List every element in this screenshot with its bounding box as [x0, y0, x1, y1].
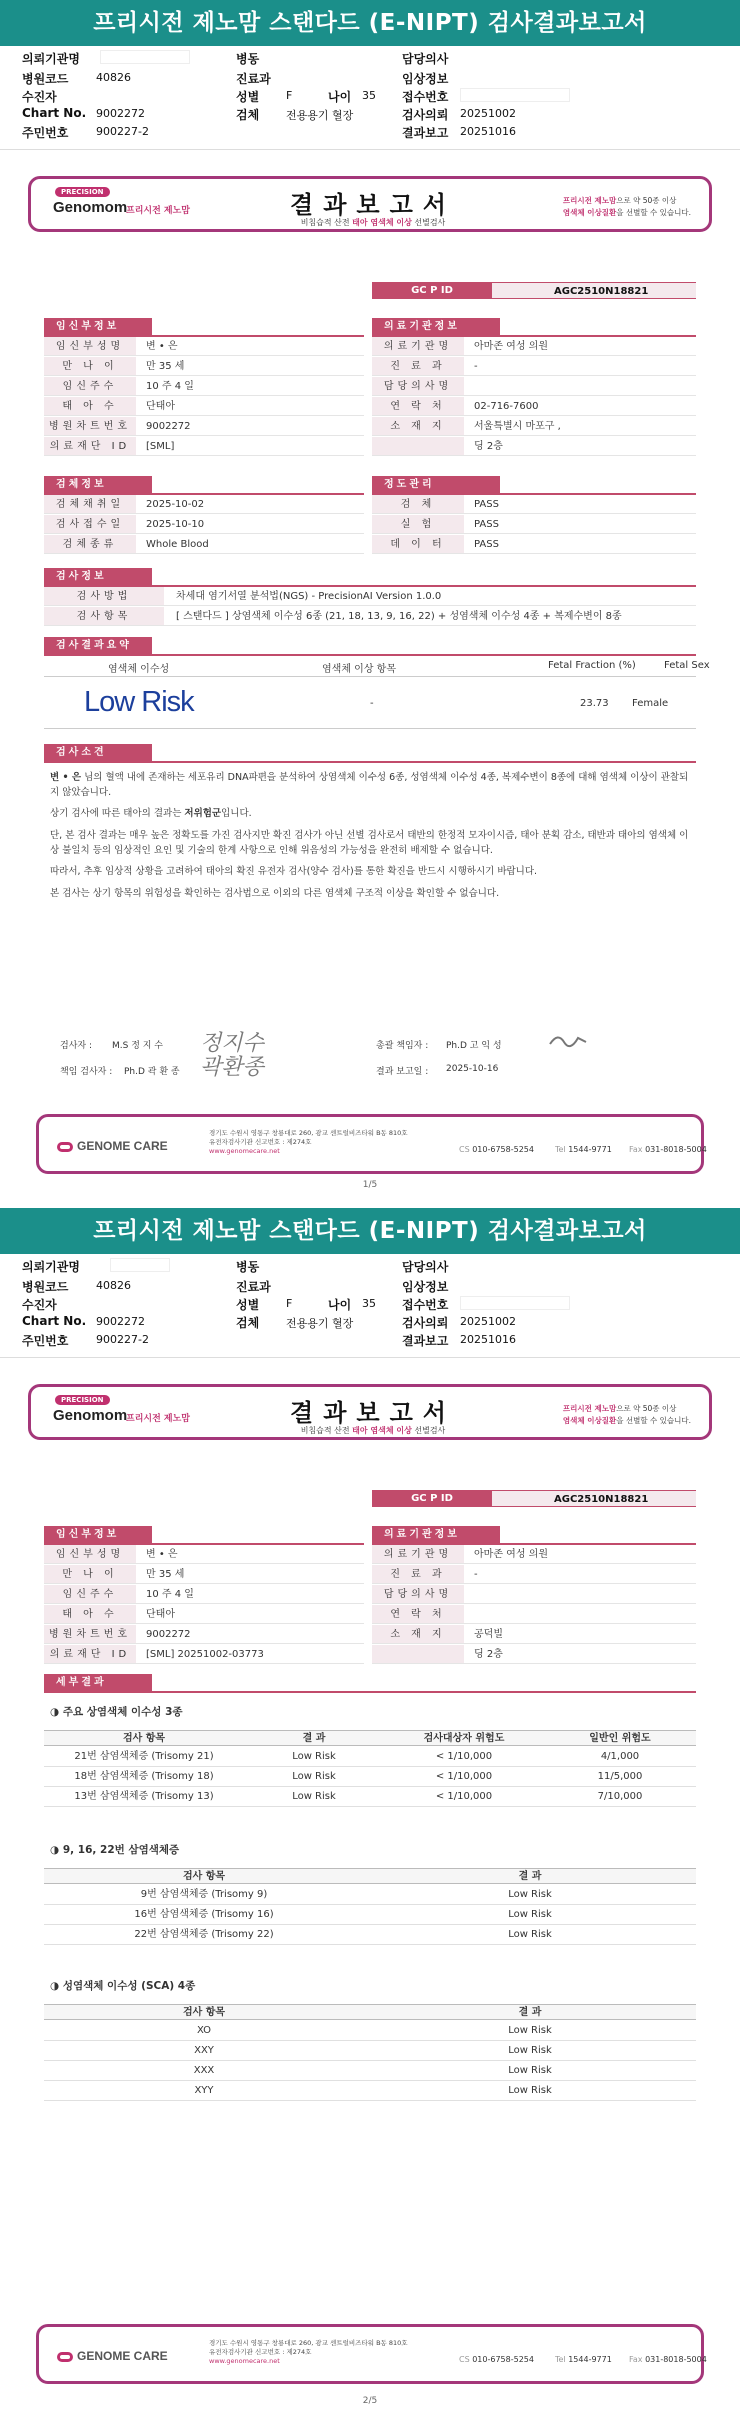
genomom-logo: Genomom: [53, 1407, 128, 1424]
meta-chart-value: 9002272: [96, 107, 145, 120]
section-divider: [44, 654, 696, 656]
summary-abnormal-item-value: -: [370, 698, 374, 709]
table1-header-subject-risk: 검사대상자 위험도: [423, 1733, 505, 1744]
table-cell: Low Risk: [508, 2065, 552, 2076]
gcp-id-label: GC P ID: [372, 1490, 492, 1507]
info-row-label: 임신주수: [44, 377, 136, 395]
table-cell: Low Risk: [508, 2085, 552, 2096]
info-row-label: 진 료 과: [372, 1565, 464, 1583]
info-row: [372, 535, 696, 554]
table-cell: 22번 삼염색체증 (Trisomy 22): [134, 1929, 274, 1940]
info-row-label: 의료기관명: [372, 1545, 464, 1563]
footer-address: 경기도 수원시 영통구 창룡대로 260, 광교 센트럴비즈타워 B동 810호 유전자검사기관 신고번호 : 제274호 www.genomecare.net: [209, 2339, 408, 2365]
table-cell: XXX: [193, 2065, 215, 2076]
info-row-value: 아마존 여성 의원: [474, 341, 548, 352]
meta-order-label: 주민번호: [22, 1334, 69, 1348]
report-title-banner: 프리시전 제노맘 스탠다드 (E-NIPT) 검사결과보고서: [0, 0, 740, 46]
meta-age-label: 나이: [328, 1298, 352, 1312]
info-row: [44, 1645, 364, 1664]
meta-patient-label: 수진자: [22, 90, 57, 104]
report-header-card: [28, 176, 712, 232]
meta-rep-value: 20251016: [460, 125, 516, 138]
info-row-value: 아마존 여성 의원: [474, 1549, 548, 1560]
info-row-label: 담당의사명: [372, 377, 464, 395]
table-cell: 7/10,000: [597, 1791, 643, 1802]
opinion-paragraph-1: 변 • 은 님의 혈액 내에 존재하는 세포유리 DNA파편을 분석하여 상염색체 이수성 6종, 성염색체 이수성 4종, 복제수변이 8종에 대해 염색체 이상이 관찰되지 않았습니다.: [50, 772, 689, 798]
patient-meta-block: [0, 1254, 740, 1358]
info-row: [372, 357, 696, 376]
table-cell: XYY: [194, 2085, 214, 2096]
table-row: [44, 2081, 696, 2101]
section-divider: [44, 761, 696, 763]
gcp-id-label: GC P ID: [372, 282, 492, 299]
table-cell: < 1/10,000: [435, 1751, 493, 1762]
info-row-label: 검사방법: [44, 587, 164, 605]
section-specimen-info: 검체정보: [44, 476, 152, 493]
meta-code-label: 병원코드: [22, 1280, 69, 1294]
table-cell: Low Risk: [508, 2025, 552, 2036]
info-row-label: 연 락 처: [372, 1605, 464, 1623]
table-row: [44, 1905, 696, 1925]
info-row-label: 임신부성명: [44, 337, 136, 355]
info-row: [372, 495, 696, 514]
info-row-value: PASS: [474, 539, 499, 550]
info-row: [372, 377, 696, 396]
meta-patient-label: 수진자: [22, 1298, 57, 1312]
responsible-name: Ph.D 곽 환 종: [124, 1067, 180, 1077]
info-row: [44, 535, 364, 554]
document-title: 결과보고서: [290, 191, 456, 219]
meta-order-value: 900227-2: [96, 1333, 149, 1346]
document-subtitle: 비침습적 산전 태아 염색체 이상 선별검사: [300, 218, 446, 227]
meta-specimen-label: 검체: [236, 108, 260, 122]
info-row-label: 진 료 과: [372, 357, 464, 375]
meta-chart-label: Chart No.: [22, 106, 87, 120]
table1-header-general-risk: 일반인 위험도: [589, 1733, 651, 1744]
summary-bottom-divider: [44, 728, 696, 729]
table-cell: Low Risk: [508, 2045, 552, 2056]
meta-ward-label: 병동: [236, 1260, 260, 1274]
table-cell: 13번 삼염색체증 (Trisomy 13): [74, 1791, 214, 1802]
meta-sex-label: 성별: [236, 1298, 260, 1312]
genomom-logo: Genomom: [53, 199, 128, 216]
meta-dept-label: 진료과: [236, 1280, 271, 1294]
genome-care-icon: [57, 1142, 73, 1152]
section-test-info: 검사정보: [44, 568, 152, 585]
precision-pill-logo: PRECISION: [55, 1395, 110, 1405]
info-row-label: 태 아 수: [44, 1605, 136, 1623]
table-cell: 9번 삼염색체증 (Trisomy 9): [140, 1889, 268, 1900]
footer-cs: CS 010-6758-5254: [459, 2355, 534, 2364]
table-cell: 21번 삼염색체증 (Trisomy 21): [74, 1751, 214, 1762]
info-row-value: PASS: [474, 499, 499, 510]
table-row: [44, 2041, 696, 2061]
meta-code-value: 40826: [96, 1279, 131, 1292]
info-row: [44, 1565, 364, 1584]
meta-req-label: 검사의뢰: [402, 1316, 449, 1330]
info-row-value: 변 • 은: [146, 1549, 178, 1560]
report-date-value: 2025-10-16: [446, 1064, 499, 1074]
table-cell: Low Risk: [508, 1889, 552, 1900]
meta-clinical-label: 임상정보: [402, 1280, 449, 1294]
table1-title: ◑ 주요 상염색체 이수성 3종: [50, 1706, 183, 1718]
summary-low-risk-result: Low Risk: [84, 686, 194, 718]
redaction-box: [460, 1296, 570, 1310]
table3-header-result: 결 과: [518, 2007, 542, 2018]
patient-meta-block: [0, 46, 740, 150]
info-row: [372, 397, 696, 416]
info-row-label: 검 체: [372, 495, 464, 513]
info-row-value: PASS: [474, 519, 499, 530]
meta-code-label: 병원코드: [22, 72, 69, 86]
meta-rep-label: 결과보고: [402, 1334, 449, 1348]
info-row-label: 의료기관명: [372, 337, 464, 355]
meta-dept-label: 진료과: [236, 72, 271, 86]
info-row-label: 연 락 처: [372, 397, 464, 415]
info-row-label: 검사항목: [44, 607, 164, 625]
meta-ward-label: 병동: [236, 52, 260, 66]
table2-header-result: 결 과: [518, 1871, 542, 1882]
half-circle-icon: ◑: [50, 1980, 63, 1992]
table-cell: Low Risk: [292, 1771, 336, 1782]
table-cell: 16번 삼염색체증 (Trisomy 16): [134, 1909, 274, 1920]
opinion-paragraph-5: 본 검사는 상기 항목의 위험성을 확인하는 검사법으로 이외의 다른 염색체 구조적 이상을 확인할 수 없습니다.: [50, 888, 500, 899]
tester-name: M.S 정 지 수: [112, 1041, 164, 1051]
info-row-label: 검사접수일: [44, 515, 136, 533]
info-row: [372, 1645, 696, 1664]
redaction-box: [100, 50, 190, 64]
meta-order-label: 주민번호: [22, 126, 69, 140]
table-cell: 4/1,000: [600, 1751, 640, 1762]
info-row-value: -: [474, 361, 478, 372]
meta-hospital-label: 의뢰기관명: [22, 52, 80, 66]
meta-rep-label: 결과보고: [402, 126, 449, 140]
section-subject-info: 임신부정보: [44, 318, 152, 335]
report-date-label: 결과 보고일 :: [376, 1067, 429, 1077]
table1-header-item: 검사 항목: [122, 1733, 166, 1744]
meta-rep-value: 20251016: [460, 1333, 516, 1346]
info-row-value: 2025-10-10: [146, 519, 205, 530]
half-circle-icon: ◑: [50, 1844, 63, 1856]
info-row-value: [SML] 20251002-03773: [146, 1649, 264, 1660]
summary-header-fetal-sex: Fetal Sex: [664, 660, 710, 671]
info-row: [44, 1545, 364, 1564]
info-row: [44, 607, 696, 626]
info-row-label: 검체채취일: [44, 495, 136, 513]
meta-hospital-label: 의뢰기관명: [22, 1260, 80, 1274]
meta-code-value: 40826: [96, 71, 131, 84]
redaction-box: [110, 1258, 170, 1272]
card-right-note: 프리시전 제노맘으로 약 50종 이상 염색체 이상질환을 선별할 수 있습니다.: [562, 196, 691, 217]
info-row-label: 담당의사명: [372, 1585, 464, 1603]
document-title: 결과보고서: [290, 1399, 456, 1427]
info-row: [44, 515, 364, 534]
summary-header-fetal-fraction: Fetal Fraction (%): [548, 660, 636, 671]
info-row-value: 단태아: [146, 1609, 175, 1620]
footer-tel: Tel 1544-9771: [555, 1145, 612, 1154]
genome-care-logo: GENOME CARE: [57, 2349, 168, 2363]
info-row-value: -: [474, 1569, 478, 1580]
info-row-value: 딩 2층: [474, 1649, 503, 1660]
page-number: 2/5: [362, 2396, 378, 2406]
table-row: [44, 1885, 696, 1905]
meta-sex-value: F: [286, 89, 293, 102]
table2-header: [44, 1868, 696, 1884]
info-row: [44, 397, 364, 416]
info-row-label: [372, 1645, 464, 1663]
table3-header-item: 검사 항목: [182, 2007, 226, 2018]
meta-req-value: 20251002: [460, 107, 516, 120]
info-row-value: 변 • 은: [146, 341, 178, 352]
redaction-box: [506, 1562, 556, 1632]
info-row-label: 데 이 터: [372, 535, 464, 553]
meta-order-value: 900227-2: [96, 125, 149, 138]
meta-sex-label: 성별: [236, 90, 260, 104]
table-cell: < 1/10,000: [435, 1791, 493, 1802]
manager-name: Ph.D 고 익 성: [446, 1041, 502, 1051]
info-row-label: 만 나 이: [44, 1565, 136, 1583]
info-row-value: 서울특별시 마포구 ,: [474, 421, 561, 432]
table-cell: 18번 삼염색체증 (Trisomy 18): [74, 1771, 214, 1782]
info-row: [44, 357, 364, 376]
info-row-value: 차세대 염기서열 분석법(NGS) - PrecisionAI Version 1.0.0: [176, 591, 442, 602]
info-row-label: 검체종류: [44, 535, 136, 553]
info-row-value: 공덕빌: [474, 1629, 503, 1640]
table2-header-item: 검사 항목: [182, 1871, 226, 1882]
info-row-label: [372, 437, 464, 455]
meta-doctor-label: 담당의사: [402, 52, 449, 66]
table-cell: XO: [196, 2025, 212, 2036]
table3-title: ◑ 성염색체 이수성 (SCA) 4종: [50, 1980, 196, 1992]
table1-header: [44, 1730, 696, 1746]
info-row: [372, 437, 696, 456]
footer-tel: Tel 1544-9771: [555, 2355, 612, 2364]
card-right-note: 프리시전 제노맘으로 약 50종 이상 염색체 이상질환을 선별할 수 있습니다.: [562, 1404, 691, 1425]
footer-address: 경기도 수원시 영통구 창룡대로 260, 광교 센트럴비즈타워 B동 810호 유전자검사기관 신고번호 : 제274호 www.genomecare.net: [209, 1129, 408, 1155]
info-row-value: [SML]: [146, 441, 175, 452]
table-cell: Low Risk: [292, 1791, 336, 1802]
section-agency-info: 의료기관정보: [372, 318, 500, 335]
info-row: [44, 587, 696, 606]
table-cell: Low Risk: [508, 1909, 552, 1920]
page-number: 1/5: [362, 1180, 378, 1190]
responsible-label: 책임 검사자 :: [60, 1067, 113, 1077]
report-title-banner: 프리시전 제노맘 스탠다드 (E-NIPT) 검사결과보고서: [0, 1208, 740, 1254]
summary-header-aneuploidy: 염색체 이수성: [108, 664, 170, 675]
manager-label: 총괄 책임자 :: [376, 1041, 429, 1051]
manager-signature: [548, 1030, 588, 1050]
info-row: [44, 1625, 364, 1644]
info-row: [44, 337, 364, 356]
genomom-logo-sub: 프리시전 제노맘: [126, 206, 190, 216]
table-row: [44, 1747, 696, 1767]
info-row-value: 단태아: [146, 401, 175, 412]
table-row: [44, 1925, 696, 1945]
info-row-label: 의료재단 ID: [44, 437, 136, 455]
table1-header-result: 결 과: [302, 1733, 326, 1744]
section-quality-control: 정도관리: [372, 476, 500, 493]
info-row-label: 임신부성명: [44, 1545, 136, 1563]
meta-age-label: 나이: [328, 90, 352, 104]
meta-specimen-value: 전용용기 혈장: [286, 1317, 354, 1330]
info-row-value: 02-716-7600: [474, 401, 539, 412]
table-cell: Low Risk: [292, 1751, 336, 1762]
tester-signature: 정지수: [200, 1031, 264, 1056]
info-row-value: [ 스탠다드 ] 상염색체 이수성 6종 (21, 18, 13, 9, 16, 22) + 성염색체 이수성 4종 + 복제수변이 8종: [176, 611, 622, 622]
meta-req-label: 검사의뢰: [402, 108, 449, 122]
report-header-card: [28, 1384, 712, 1440]
info-row-value: 9002272: [146, 1629, 191, 1640]
gcp-id-value: AGC2510N18821: [492, 282, 696, 299]
summary-fetal-sex-value: Female: [632, 698, 669, 709]
info-row-value: 만 35 세: [146, 361, 185, 372]
table-cell: Low Risk: [508, 1929, 552, 1940]
info-row: [44, 417, 364, 436]
info-row-label: 만 나 이: [44, 357, 136, 375]
meta-age-value: 35: [362, 1297, 376, 1310]
info-row-label: 임신주수: [44, 1585, 136, 1603]
genome-care-logo: GENOME CARE: [57, 1139, 168, 1153]
meta-clinical-label: 임상정보: [402, 72, 449, 86]
info-row-label: 소 재 지: [372, 417, 464, 435]
info-row-value: 딩 2층: [474, 441, 503, 452]
footer-fax: Fax 031-8018-5004: [629, 1145, 707, 1154]
genome-care-icon: [57, 2352, 73, 2362]
gcp-id-value: AGC2510N18821: [492, 1490, 696, 1507]
opinion-paragraph-3: 단, 본 검사 결과는 매우 높은 정확도를 가진 검사지만 확진 검사가 아닌 선별 검사로서 태반의 한정적 모자이시즘, 태아 분획 감소, 태반과 태아의 염색체 이상 불일치 등의 임상적인 요인 및 기술의 한계 사항으로 인해 위음성의 가능성을 완전히 배제할 수 없습니다.: [50, 830, 689, 856]
info-row-value: 2025-10-02: [146, 499, 205, 510]
info-row: [44, 437, 364, 456]
info-row-label: 태 아 수: [44, 397, 136, 415]
table-cell: < 1/10,000: [435, 1771, 493, 1782]
redaction-box: [460, 88, 570, 102]
info-row: [372, 515, 696, 534]
table-row: [44, 1787, 696, 1807]
footer-card: [36, 1114, 707, 1174]
summary-header-divider: [44, 676, 696, 677]
info-row: [44, 377, 364, 396]
summary-header-abnormal-item: 염색체 이상 항목: [322, 664, 396, 675]
meta-sex-value: F: [286, 1297, 293, 1310]
info-row-value: 만 35 세: [146, 1569, 185, 1580]
section-opinion: 검사소견: [44, 744, 152, 761]
info-row: [44, 1585, 364, 1604]
table-cell: 11/5,000: [597, 1771, 643, 1782]
info-row-value: 10 주 4 일: [146, 1589, 194, 1600]
footer-cs: CS 010-6758-5254: [459, 1145, 534, 1154]
precision-pill-logo: PRECISION: [55, 187, 110, 197]
info-row-value: 9002272: [146, 421, 191, 432]
info-row: [372, 337, 696, 356]
info-row-value: 10 주 4 일: [146, 381, 194, 392]
meta-req-value: 20251002: [460, 1315, 516, 1328]
tester-label: 검사자 :: [60, 1041, 92, 1051]
info-row: [44, 495, 364, 514]
info-row-label: 소 재 지: [372, 1625, 464, 1643]
section-subject-info: 임신부정보: [44, 1526, 152, 1543]
info-row-label: 의료재단 ID: [44, 1645, 136, 1663]
info-row-label: 병원차트번호: [44, 417, 136, 435]
meta-receipt-label: 접수번호: [402, 90, 449, 104]
table-row: [44, 1767, 696, 1787]
table-row: [44, 2021, 696, 2041]
info-row-value: Whole Blood: [146, 539, 209, 550]
summary-fetal-fraction-value: 23.73: [580, 698, 609, 709]
half-circle-icon: ◑: [50, 1706, 63, 1718]
responsible-signature: 곽환종: [200, 1055, 264, 1080]
section-divider: [44, 1691, 696, 1693]
footer-card: [36, 2324, 707, 2384]
opinion-paragraph-4: 따라서, 추후 임상적 상황을 고려하여 태아의 확진 유전자 검사(양수 검사)를 통한 확진을 반드시 시행하시기 바랍니다.: [50, 866, 538, 877]
table2-title: ◑ 9, 16, 22번 삼염색체증: [50, 1844, 180, 1856]
meta-receipt-label: 접수번호: [402, 1298, 449, 1312]
info-row-label: 병원차트번호: [44, 1625, 136, 1643]
info-row: [372, 417, 696, 436]
genomom-logo-sub: 프리시전 제노맘: [126, 1414, 190, 1424]
meta-specimen-value: 전용용기 혈장: [286, 109, 354, 122]
table-cell: XXY: [194, 2045, 214, 2056]
table3-header: [44, 2004, 696, 2020]
meta-specimen-label: 검체: [236, 1316, 260, 1330]
section-agency-info: 의료기관정보: [372, 1526, 500, 1543]
section-result-summary: 검사결과요약: [44, 637, 152, 654]
table-row: [44, 2061, 696, 2081]
meta-chart-label: Chart No.: [22, 1314, 87, 1328]
footer-fax: Fax 031-8018-5004: [629, 2355, 707, 2364]
meta-chart-value: 9002272: [96, 1315, 145, 1328]
meta-doctor-label: 담당의사: [402, 1260, 449, 1274]
info-row-label: 실 험: [372, 515, 464, 533]
opinion-paragraph-2: 상기 검사에 따른 태아의 결과는 저위험군입니다.: [50, 808, 252, 819]
document-subtitle: 비침습적 산전 태아 염색체 이상 선별검사: [300, 1426, 446, 1435]
info-row: [44, 1605, 364, 1624]
section-detail-results: 세부결과: [44, 1674, 152, 1691]
meta-age-value: 35: [362, 89, 376, 102]
